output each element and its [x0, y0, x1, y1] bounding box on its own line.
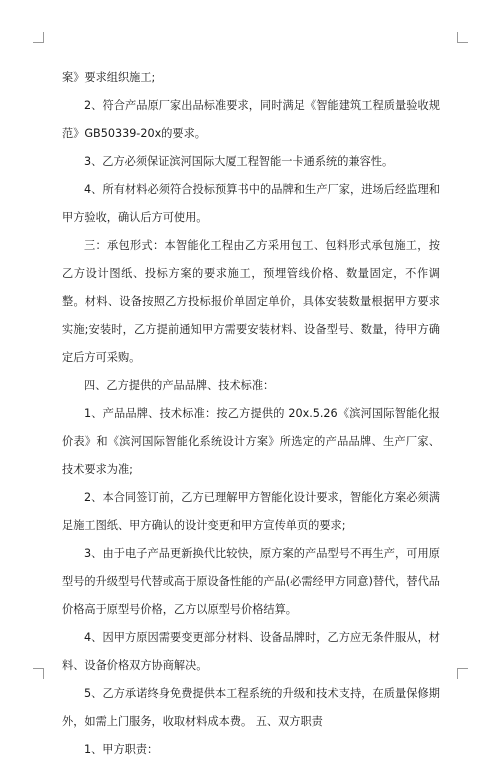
crop-mark-bottom-right [457, 668, 468, 679]
paragraph-7: 1、产品品牌、技术标准：按乙方提供的 20x.5.26《滨河国际智能化报价表》和《滨河国际智能化系统设计方案》所选定的产品品牌、生产厂家、技术要求为准; [62, 407, 440, 476]
paragraph-8: 2、本合同签订前，乙方已理解甲方智能化设计要求，智能化方案必须满足施工图纸、甲方确认的设计变更和甲方宣传单页的要求; [62, 491, 440, 532]
paragraph-2: 2、符合产品原厂家出品标准要求，同时满足《智能建筑工程质量验收规范》GB50339-20x的要求。 [62, 99, 440, 140]
document-body [62, 64, 440, 764]
crop-mark-bottom-left [33, 668, 44, 679]
paragraph-6: 四、乙方提供的产品品牌、技术标准： [84, 379, 275, 392]
crop-mark-top-left [33, 32, 44, 43]
paragraph-12: 1、甲方职责： [84, 743, 159, 756]
paragraph-10: 4、因甲方原因需要变更部分材料、设备品牌时，乙方应无条件服从，材料、设备价格双方协商解决。 [62, 631, 440, 672]
paragraph-1: 案》要求组织施工; [62, 71, 156, 84]
paragraph-3: 3、乙方必须保证滨河国际大厦工程智能一卡通系统的兼容性。 [84, 155, 394, 168]
paragraph-11: 5、乙方承诺终身免费提供本工程系统的升级和技术支持，在质量保修期外，如需上门服务，收取材料成本费。 五、双方职责 [62, 687, 440, 728]
paragraph-4: 4、所有材料必须符合投标预算书中的品牌和生产厂家，进场后经监理和甲方验收，确认后方可使用。 [62, 183, 440, 224]
paragraph-9: 3、由于电子产品更新换代比较快，原方案的产品型号不再生产，可用原型号的升级型号代替或高于原设备性能的产品(必需经甲方同意)替代，替代品价格高于原型号价格，乙方以原型号价格结算。 [62, 547, 440, 616]
paragraph-5: 三：承包形式：本智能化工程由乙方采用包工、包料形式承包施工，按乙方设计图纸、投标方案的要求施工，预埋管线价格、数量固定，不作调整。材料、设备按照乙方投标报价单固定单价，具体安装数量根据甲方要求实施;安装时，乙方提前通知甲方需要安装材料、设备型号、数量，待甲方确定后方可采购。 [62, 239, 440, 364]
crop-mark-top-right [457, 32, 468, 43]
